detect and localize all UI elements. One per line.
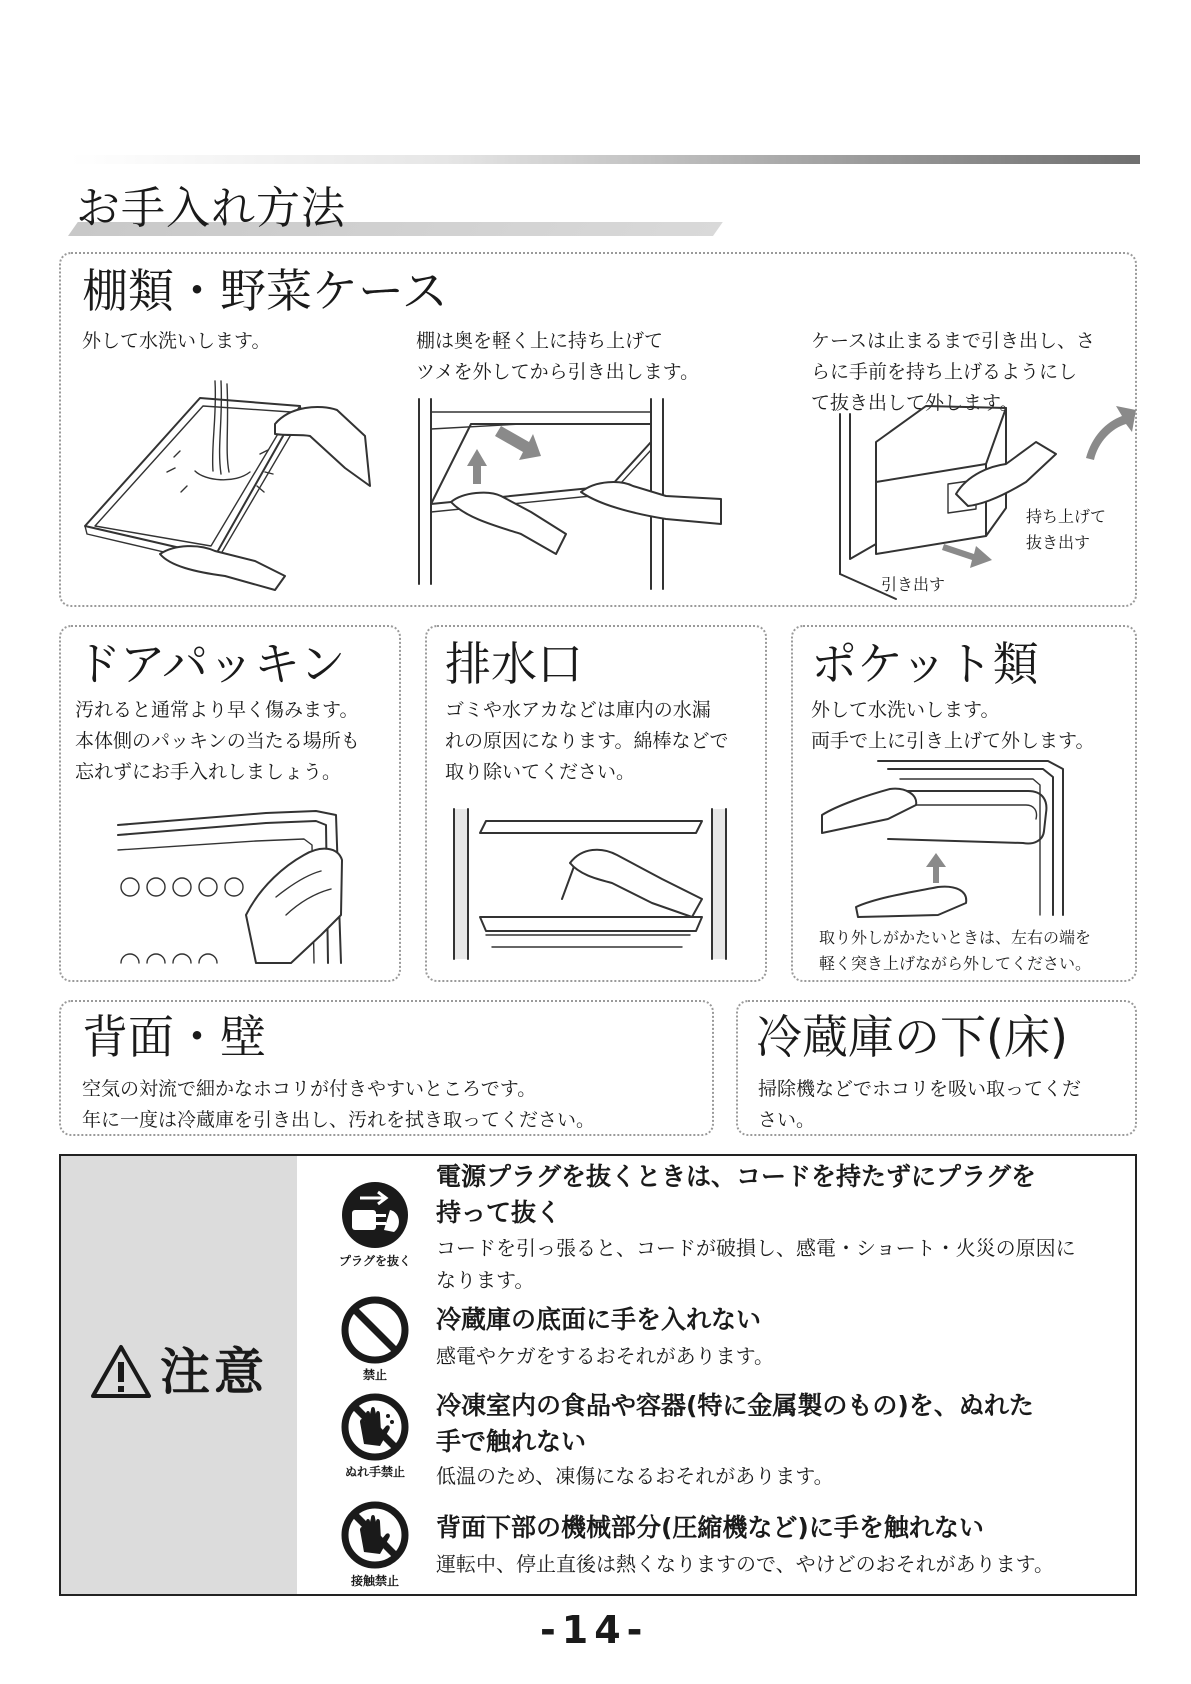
- prohibited-icon: [340, 1295, 410, 1365]
- section-title-shelves: 棚類・野菜ケース: [82, 264, 448, 318]
- caution-label: 注意: [160, 1343, 268, 1401]
- drain-cleaning-illustration: [452, 807, 752, 967]
- header-gradient-bar: [70, 155, 1140, 164]
- caution-heading-4: 背面下部の機械部分(圧縮機など)に手を触れない: [436, 1513, 984, 1542]
- no-touch-icon-label: 接触禁止: [350, 1574, 399, 1588]
- unplug-icon: [340, 1180, 410, 1250]
- under-fridge-text: 掃除機などでホコリを吸い取ってくだ さい。: [758, 1078, 1082, 1131]
- caution-body-2: 感電やケガをするおそれがあります。: [436, 1344, 774, 1368]
- unplug-icon-label: プラグを抜く: [338, 1254, 411, 1268]
- section-title-door-packing: ドアパッキン: [75, 637, 346, 691]
- shelves-text-wash: 外して水洗いします。: [82, 330, 271, 352]
- page-number: -14-: [540, 1608, 649, 1652]
- page-title: お手入れ方法: [76, 183, 346, 234]
- caution-body-3: 低温のため、凍傷になるおそれがあります。: [436, 1464, 834, 1488]
- caution-heading-3: 冷凍室内の食品や容器(特に金属製のもの)を、ぬれた 手で触れない: [436, 1391, 1034, 1456]
- label-pull-out: 引き出す: [881, 575, 946, 594]
- section-title-under-fridge: 冷蔵庫の下(床): [756, 1010, 1068, 1064]
- label-lift-out: 持ち上げて 抜き出す: [1026, 507, 1107, 552]
- warning-triangle-icon: [90, 1344, 152, 1400]
- washing-shelf-illustration: [75, 376, 375, 591]
- section-shelves: [59, 252, 1137, 607]
- caution-body-4: 運転中、停止直後は熱くなりますので、やけどのおそれがあります。: [436, 1552, 1054, 1576]
- section-back-wall: [59, 1000, 714, 1136]
- section-title-pockets: ポケット類: [811, 637, 1039, 691]
- back-wall-text: 空気の対流で細かなホコリが付きやすいところです。 年に一度は冷蔵庫を引き出し、汚れを拭き取ってください。: [82, 1078, 596, 1131]
- caution-body-1: コードを引っ張ると、コードが破損し、感電・ショート・火災の原因に なります。: [436, 1236, 1076, 1292]
- door-packing-illustration: [116, 805, 381, 965]
- pockets-note: 取り外しがかたいときは、左右の端を 軽く突き上げながら外してください。: [819, 928, 1092, 973]
- section-pockets: [791, 625, 1137, 982]
- shelves-text-case: ケースは止まるまで引き出し、さ らに手前を持ち上げるようにし て抜き出して外します。: [811, 330, 1096, 414]
- caution-heading-1: 電源プラグを抜くときは、コードを持たずにプラグを 持って抜く: [436, 1162, 1037, 1227]
- section-drain: [425, 625, 767, 982]
- door-packing-text: 汚れると通常より早く傷みます。 本体側のパッキンの当たる場所も 忘れずにお手入れしましょう。: [75, 699, 360, 783]
- section-title-back-wall: 背面・壁: [82, 1010, 266, 1064]
- pockets-text: 外して水洗いします。 両手で上に引き上げて外します。: [811, 699, 1095, 752]
- shelf-removal-illustration: [401, 394, 731, 594]
- prohibited-icon-label: 禁止: [362, 1368, 387, 1382]
- shelves-text-shelf: 棚は奥を軽く上に持ち上げて ツメを外してから引き出します。: [416, 330, 700, 383]
- caution-heading-2: 冷蔵庫の底面に手を入れない: [436, 1305, 762, 1334]
- no-wet-hands-icon: [340, 1392, 410, 1462]
- no-wet-hands-icon-label: ぬれ手禁止: [344, 1465, 405, 1479]
- drain-text: ゴミや水アカなどは庫内の水漏 れの原因になります。綿棒などで 取り除いてください。: [445, 699, 729, 783]
- section-title-drain: 排水口: [445, 637, 583, 691]
- no-touch-icon: [340, 1500, 410, 1570]
- section-door-packing: [59, 625, 401, 982]
- section-under-fridge: [736, 1000, 1137, 1136]
- pocket-removal-illustration: [818, 755, 1118, 920]
